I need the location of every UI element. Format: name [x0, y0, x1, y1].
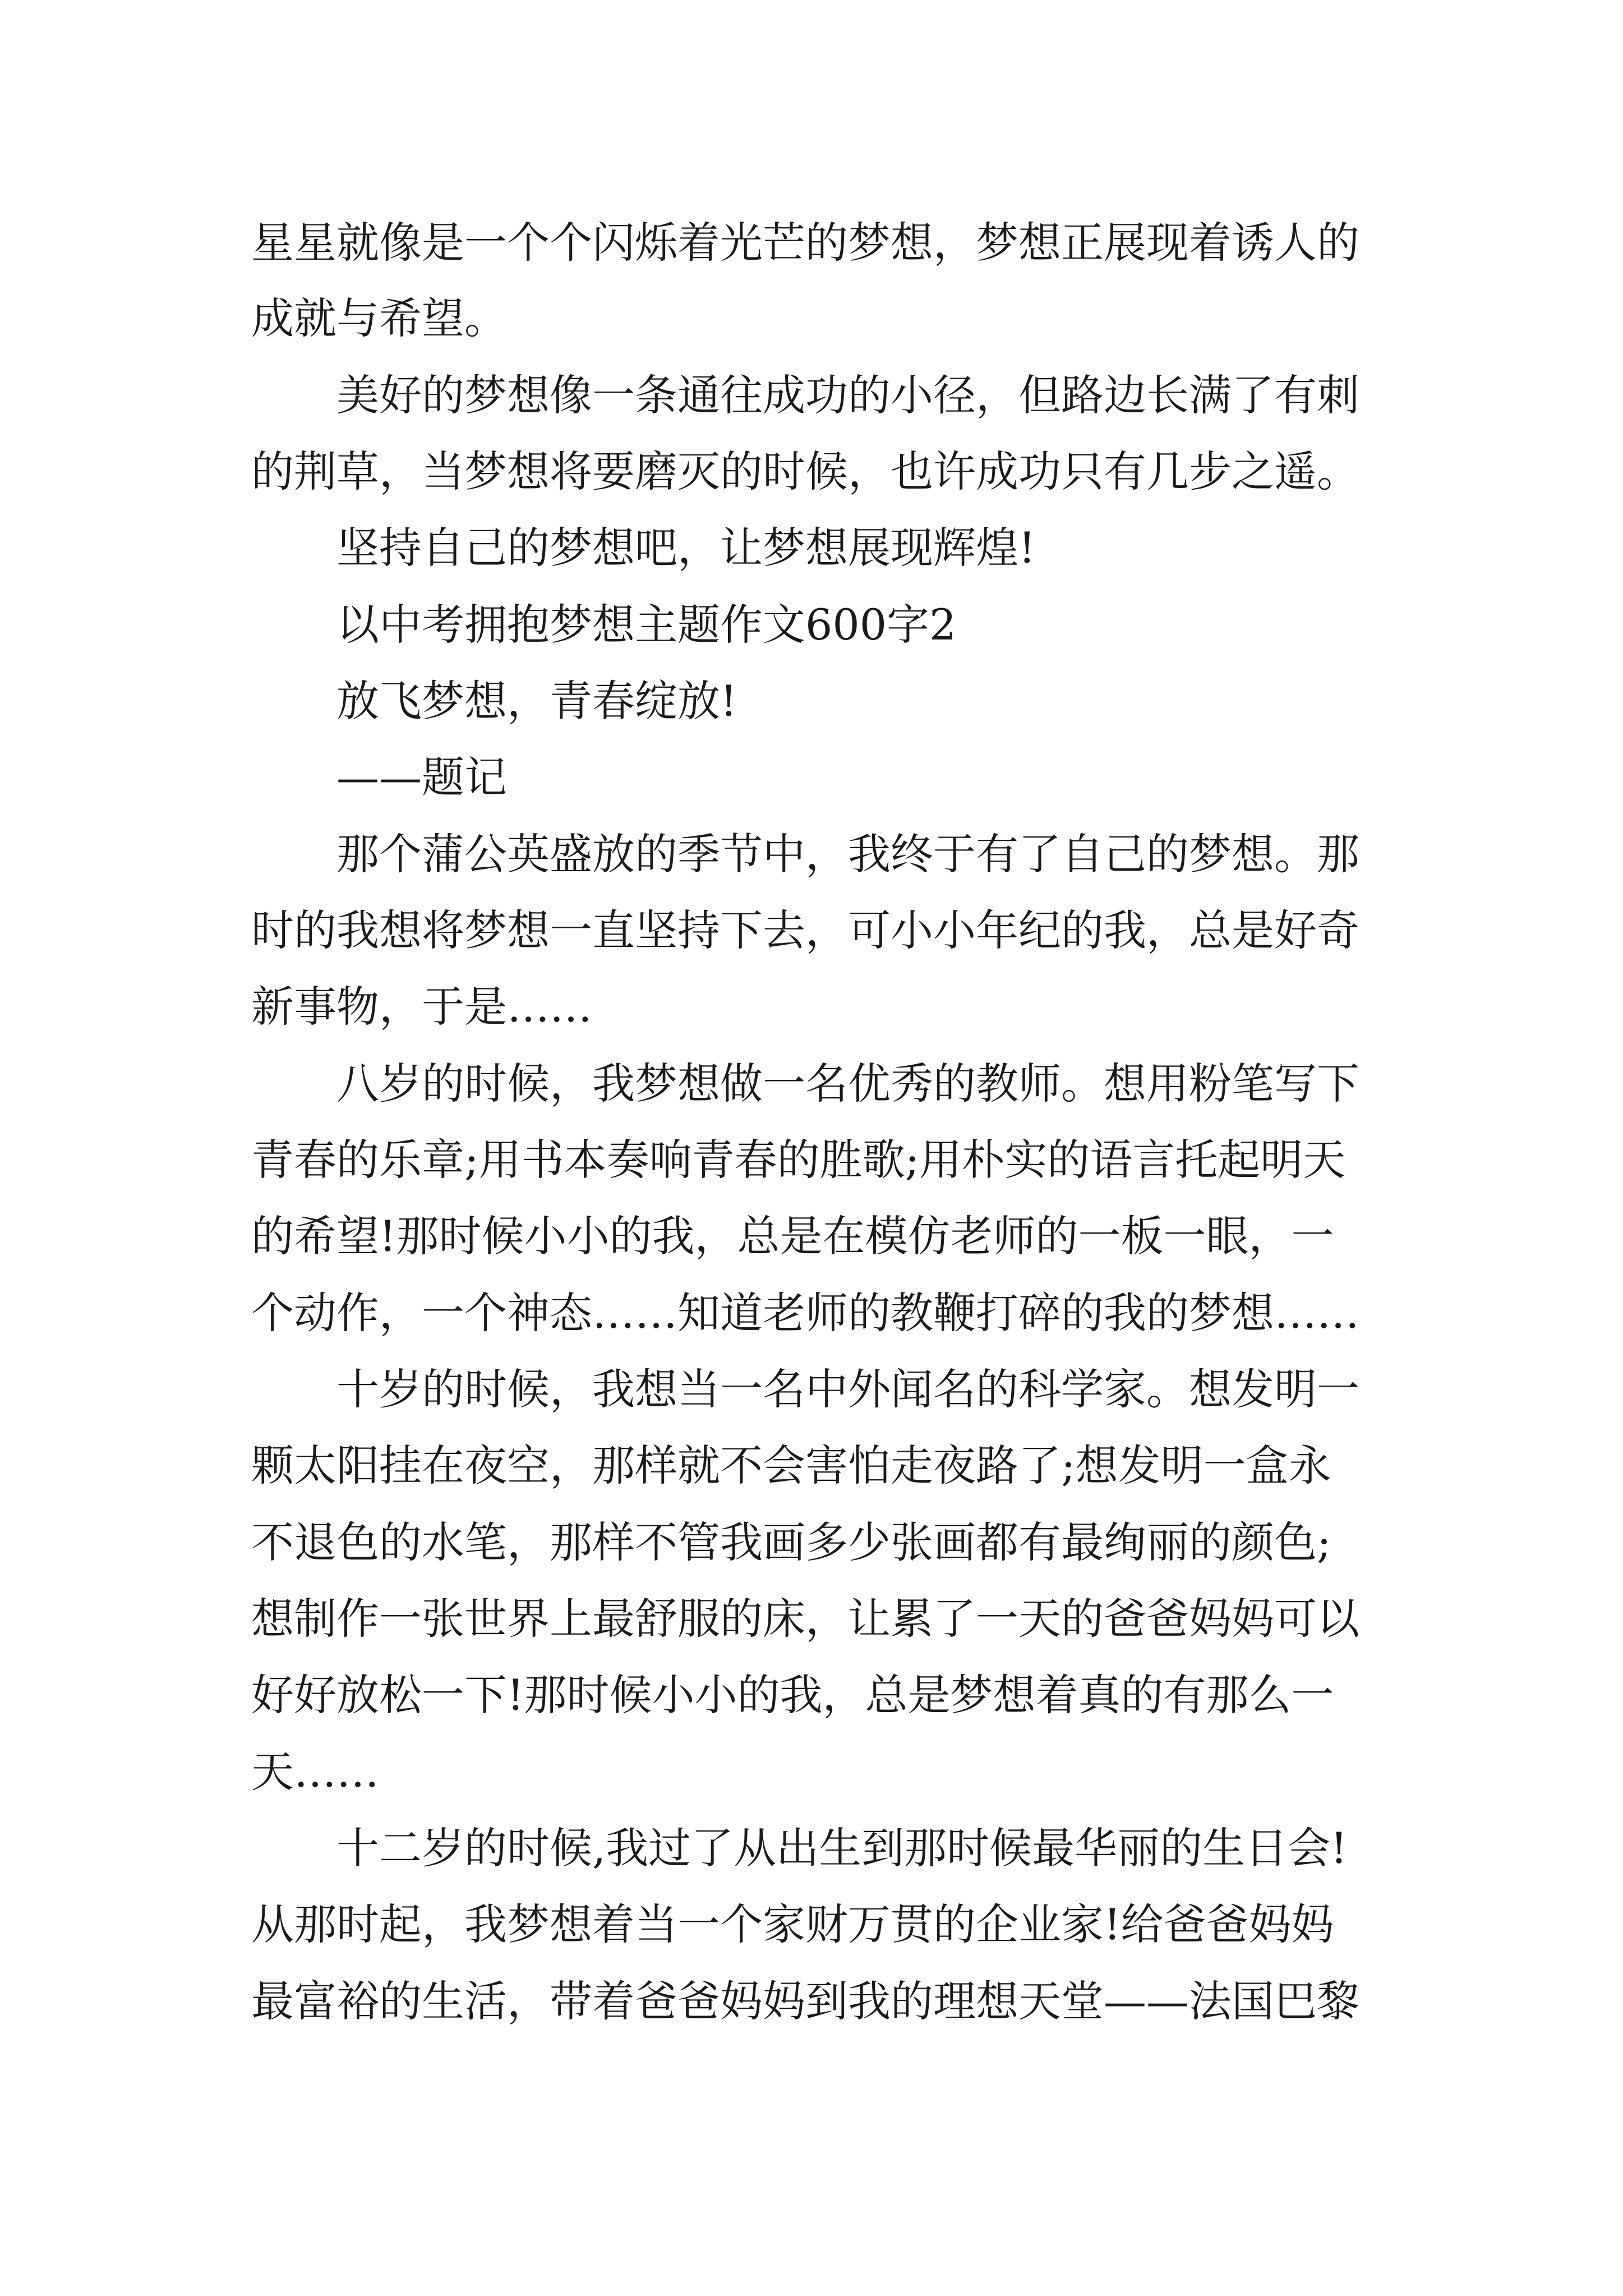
text-line: 时的我想将梦想一直坚持下去，可小小年纪的我，总是好奇 [251, 905, 1359, 955]
text-line: 青春的乐章;用书本奏响青春的胜歌;用朴实的语言托起明天 [251, 1135, 1346, 1185]
text-line: 以中考拥抱梦想主题作文600字2 [336, 600, 957, 650]
text-line: 最富裕的生活，带着爸爸妈妈到我的理想天堂——法国巴黎 [251, 1976, 1359, 2026]
text-line: 个动作，一个神态……知道老师的教鞭打碎的我的梦想…… [251, 1288, 1359, 1338]
text-line: 的希望!那时候小小的我，总是在模仿老师的一板一眼，一 [251, 1211, 1334, 1261]
text-line: 好好放松一下!那时候小小的我，总是梦想着真的有那么一 [251, 1670, 1334, 1720]
text-line: 十二岁的时候,我过了从出生到那时候最华丽的生日会! [336, 1823, 1348, 1873]
text-line: 天…… [251, 1747, 379, 1797]
text-line: 星星就像是一个个闪烁着光芒的梦想，梦想正展现着诱人的 [251, 218, 1359, 268]
text-line: 颗太阳挂在夜空，那样就不会害怕走夜路了;想发明一盒永 [251, 1441, 1331, 1490]
text-line: 从那时起，我梦想着当一个家财万贯的企业家!给爸爸妈妈 [251, 1899, 1334, 1949]
text-line: 美好的梦想像一条通往成功的小径，但路边长满了有刺 [336, 370, 1359, 420]
text-line: 十岁的时候，我想当一名中外闻名的科学家。想发明一 [336, 1364, 1359, 1414]
text-line: 不退色的水笔，那样不管我画多少张画都有最绚丽的颜色; [251, 1517, 1331, 1567]
text-line: 想制作一张世界上最舒服的床，让累了一天的爸爸妈妈可以 [251, 1594, 1359, 1644]
text-line: 的荆草，当梦想将要磨灭的时候，也许成功只有几步之遥。 [251, 447, 1359, 496]
text-line: 那个蒲公英盛放的季节中，我终于有了自己的梦想。那 [336, 829, 1359, 879]
text-line: 坚持自己的梦想吧，让梦想展现辉煌! [336, 523, 1036, 573]
text-line: ——题记 [336, 752, 507, 802]
text-line: 成就与希望。 [251, 293, 507, 343]
text-line: 新事物，于是…… [251, 982, 592, 1032]
text-line: 八岁的时候，我梦想做一名优秀的教师。想用粉笔写下 [336, 1059, 1359, 1108]
text-line: 放飞梦想，青春绽放! [336, 676, 737, 726]
